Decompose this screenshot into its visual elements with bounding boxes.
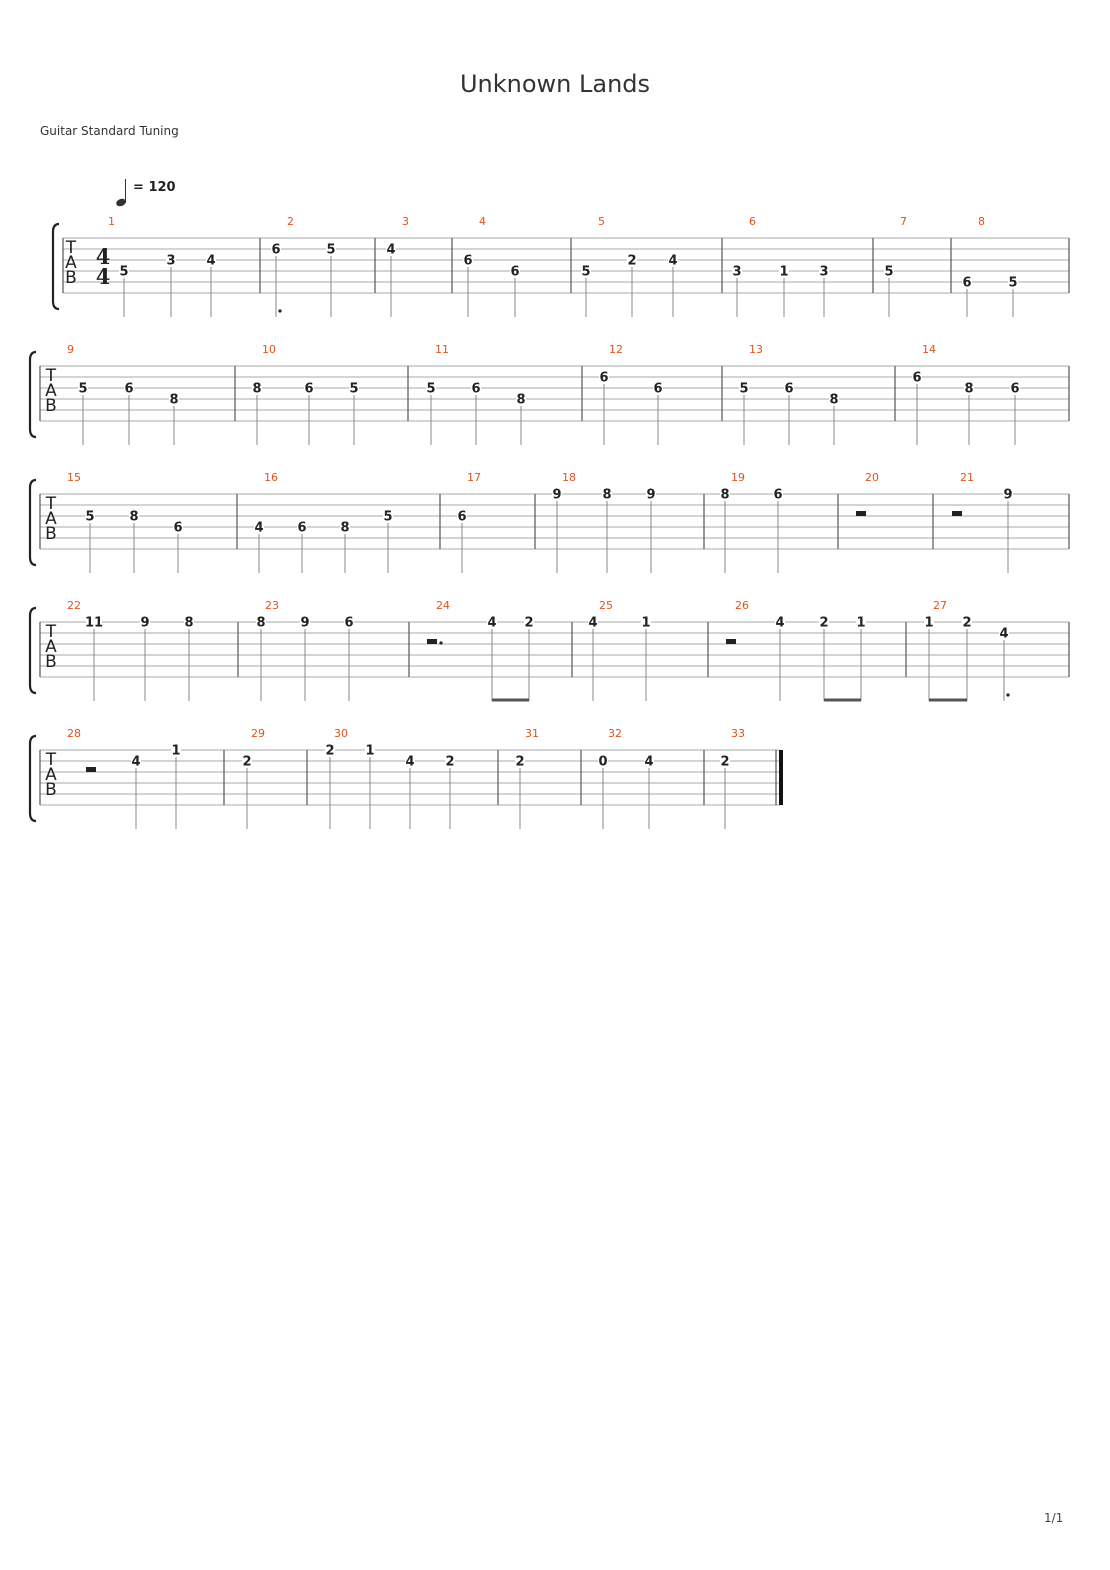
measure-number: 21 <box>960 471 974 484</box>
fret-number: 6 <box>962 275 972 291</box>
measure-number: 5 <box>598 215 605 228</box>
tempo-value: = 120 <box>133 180 176 195</box>
system-bracket <box>53 224 59 309</box>
measure-number: 23 <box>265 599 279 612</box>
tab-clef-letter: B <box>65 268 77 288</box>
measure-number: 4 <box>479 215 486 228</box>
tab-clef-letter: T <box>45 622 57 642</box>
measure-number: 20 <box>865 471 879 484</box>
fret-number: 6 <box>599 370 609 386</box>
fret-number: 1 <box>924 615 934 631</box>
rhythm-dot <box>278 309 281 312</box>
fret-number: 5 <box>1008 275 1018 291</box>
rest-dot <box>439 641 442 644</box>
tab-clef-letter: T <box>45 366 57 386</box>
measure-number: 29 <box>251 727 265 740</box>
system-bracket <box>30 608 36 693</box>
tab-clef-letter: B <box>45 396 57 416</box>
measure-number: 19 <box>731 471 745 484</box>
fret-number: 1 <box>641 615 651 631</box>
measure-number: 8 <box>978 215 985 228</box>
fret-number: 8 <box>720 487 730 503</box>
fret-number: 6 <box>124 381 134 397</box>
measure-number: 12 <box>609 343 623 356</box>
fret-number: 5 <box>326 242 336 258</box>
time-signature-top: 4 <box>95 244 111 269</box>
measure-number: 28 <box>67 727 81 740</box>
rhythm-dot <box>1006 693 1009 696</box>
song-title: Unknown Lands <box>459 70 651 98</box>
fret-number: 4 <box>644 754 654 770</box>
fret-number: 1 <box>856 615 866 631</box>
measure-number: 2 <box>287 215 294 228</box>
tab-clef-letter: B <box>45 524 57 544</box>
measure-number: 17 <box>467 471 481 484</box>
fret-number: 2 <box>962 615 972 631</box>
fret-number: 9 <box>300 615 310 631</box>
fret-number: 2 <box>325 743 335 759</box>
fret-number: 0 <box>598 754 608 770</box>
fret-number: 6 <box>1010 381 1020 397</box>
measure-number: 18 <box>562 471 576 484</box>
fret-number: 6 <box>784 381 794 397</box>
fret-number: 6 <box>304 381 314 397</box>
tab-clef-letter: A <box>45 765 57 785</box>
fret-number: 5 <box>78 381 88 397</box>
half-rest <box>86 767 96 772</box>
fret-number: 5 <box>85 509 95 525</box>
fret-number: 8 <box>129 509 139 525</box>
fret-number: 8 <box>829 392 839 408</box>
measure-number: 33 <box>731 727 745 740</box>
fret-number: 3 <box>166 253 176 269</box>
fret-number: 6 <box>457 509 467 525</box>
fret-number: 11 <box>84 615 104 631</box>
page-number: 1/1 <box>1044 1511 1064 1525</box>
measure-number: 25 <box>599 599 613 612</box>
fret-number: 2 <box>524 615 534 631</box>
measure-number: 7 <box>900 215 907 228</box>
fret-number: 5 <box>349 381 359 397</box>
half-rest <box>856 511 866 516</box>
measure-number: 13 <box>749 343 763 356</box>
half-rest <box>427 639 437 644</box>
fret-number: 2 <box>445 754 455 770</box>
fret-number: 6 <box>297 520 307 536</box>
tab-clef-letter: A <box>45 637 57 657</box>
tab-clef-letter: A <box>45 381 57 401</box>
fret-number: 4 <box>588 615 598 631</box>
fret-number: 4 <box>999 626 1009 642</box>
fret-number: 6 <box>173 520 183 536</box>
fret-number: 5 <box>383 509 393 525</box>
fret-number: 8 <box>184 615 194 631</box>
time-signature-bottom: 4 <box>95 264 111 289</box>
measure-number: 9 <box>67 343 74 356</box>
fret-number: 8 <box>252 381 262 397</box>
fret-number: 5 <box>119 264 129 280</box>
fret-number: 2 <box>720 754 730 770</box>
tab-clef-letter: B <box>45 652 57 672</box>
fret-number: 5 <box>739 381 749 397</box>
fret-number: 4 <box>405 754 415 770</box>
fret-number: 8 <box>516 392 526 408</box>
system-bracket <box>30 480 36 565</box>
measure-number: 31 <box>525 727 539 740</box>
fret-number: 8 <box>256 615 266 631</box>
measure-number: 27 <box>933 599 947 612</box>
tab-clef-letter: T <box>65 238 77 258</box>
measure-number: 15 <box>67 471 81 484</box>
fret-number: 8 <box>169 392 179 408</box>
fret-number: 5 <box>884 264 894 280</box>
fret-number: 9 <box>140 615 150 631</box>
measure-number: 11 <box>435 343 449 356</box>
fret-number: 2 <box>627 253 637 269</box>
fret-number: 6 <box>912 370 922 386</box>
measure-number: 10 <box>262 343 276 356</box>
fret-number: 6 <box>471 381 481 397</box>
measure-number: 6 <box>749 215 756 228</box>
fret-number: 2 <box>515 754 525 770</box>
measure-number: 1 <box>108 215 115 228</box>
measure-number: 22 <box>67 599 81 612</box>
fret-number: 4 <box>254 520 264 536</box>
fret-number: 6 <box>463 253 473 269</box>
fret-number: 8 <box>964 381 974 397</box>
fret-number: 9 <box>646 487 656 503</box>
fret-number: 6 <box>510 264 520 280</box>
fret-number: 6 <box>773 487 783 503</box>
fret-number: 3 <box>732 264 742 280</box>
fret-number: 6 <box>344 615 354 631</box>
fret-number: 6 <box>653 381 663 397</box>
fret-number: 2 <box>242 754 252 770</box>
measure-number: 14 <box>922 343 936 356</box>
half-rest <box>952 511 962 516</box>
measure-number: 30 <box>334 727 348 740</box>
fret-number: 1 <box>365 743 375 759</box>
measure-number: 26 <box>735 599 749 612</box>
measure-number: 32 <box>608 727 622 740</box>
fret-number: 8 <box>340 520 350 536</box>
fret-number: 4 <box>487 615 497 631</box>
fret-number: 6 <box>271 242 281 258</box>
tab-clef-letter: B <box>45 780 57 800</box>
measure-number: 24 <box>436 599 450 612</box>
fret-number: 2 <box>819 615 829 631</box>
tab-clef-letter: A <box>45 509 57 529</box>
measure-number: 16 <box>264 471 278 484</box>
tuning-label: Guitar Standard Tuning <box>40 124 179 138</box>
tab-clef-letter: T <box>45 750 57 770</box>
fret-number: 3 <box>819 264 829 280</box>
tab-clef-letter: A <box>65 253 77 273</box>
fret-number: 4 <box>131 754 141 770</box>
tab-clef-letter: T <box>45 494 57 514</box>
fret-number: 1 <box>779 264 789 280</box>
fret-number: 1 <box>171 743 181 759</box>
fret-number: 4 <box>668 253 678 269</box>
fret-number: 5 <box>426 381 436 397</box>
system-bracket <box>30 352 36 437</box>
fret-number: 8 <box>602 487 612 503</box>
fret-number: 4 <box>206 253 216 269</box>
fret-number: 9 <box>1003 487 1013 503</box>
half-rest <box>726 639 736 644</box>
fret-number: 5 <box>581 264 591 280</box>
fret-number: 4 <box>775 615 785 631</box>
fret-number: 9 <box>552 487 562 503</box>
measure-number: 3 <box>402 215 409 228</box>
fret-number: 4 <box>386 242 396 258</box>
system-bracket <box>30 736 36 821</box>
